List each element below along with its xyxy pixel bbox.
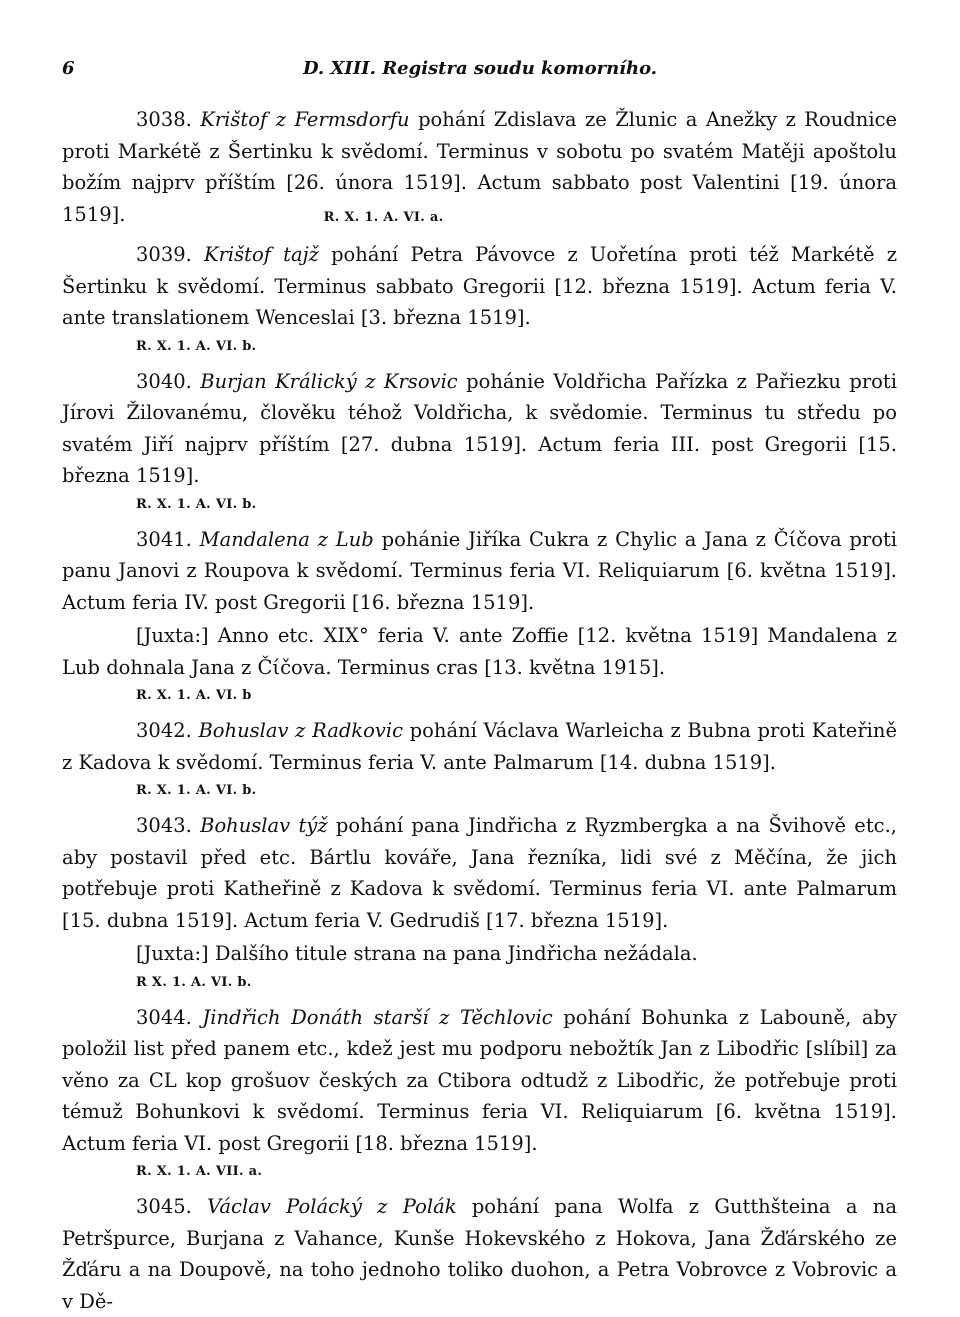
entry-person: Krištof [204,243,271,266]
entry-3038 [62,104,897,233]
entry-place: týž [298,814,328,837]
entry-preposition: z [377,1195,388,1218]
entry-3039 [62,239,897,334]
entry-3041 [62,524,897,619]
entry-place: Fermsdorfu [294,108,410,131]
entry-place: Polák [402,1195,457,1218]
entry-3042 [62,715,897,778]
entry-preposition: z [439,1005,450,1029]
entry-number: 3043. [136,814,192,837]
entry-text: pohání Petra Pávovce z Uořetína proti též Markétě z Šertinku k svědomí. Terminus sabbato Gregorii [12. března 1519]. Actum feria V. ante translationem Wenceslai [3. března 1519]. [62,243,898,329]
entry-3045 [62,1191,897,1317]
entry-place: Krsovic [383,369,458,393]
page-number: 6 [62,58,75,79]
entry-number: 3038. [136,108,192,131]
entry-place: Radkovic [312,719,404,742]
entry-person: Krištof [200,108,268,131]
page-body [62,104,897,1317]
entry-person: Bohuslav [198,719,289,742]
entry-3040 [62,366,897,492]
entry-preposition: z [317,527,328,551]
entry-place: Lub [335,527,374,551]
entry-person: Jindřich Donáth starší [202,1005,429,1029]
page-header [62,58,898,90]
entry-person: Bohuslav [200,814,291,837]
entry-number: 3040. [136,369,192,393]
entry-person: Burjan Králický [200,369,357,393]
entry-number: 3045. [136,1195,192,1218]
archive-reference: R X. 1. A. VI. b. [136,974,252,990]
entry-text: pohánie Jiříka Cukra z Chylic a Jana z Čίčova proti panu Janovi z Roupova k svědomí. Terminus feria VI. Reliquiarum [6. května 1519]. Actum feria IV. post Gregorii [16. března 1519]. [62,527,898,614]
entry-place: Těchlovic [460,1005,553,1029]
entry-preposition: z [275,108,286,131]
archive-reference: R. X. 1. A. VI. b. [136,338,257,354]
archive-reference: R. X. 1. A. VI. b. [136,783,257,798]
archive-reference: R. X. 1. A. VI. b. [136,496,257,512]
archive-reference: R. X. 1. A. VI. b [136,688,252,703]
entry-3043 [62,810,897,936]
entry-number: 3044. [136,1005,192,1029]
archive-reference: R. X. 1. A. VII. a. [136,1164,263,1179]
entry-3044 [62,1002,897,1160]
running-title: D. XIII. Registra soudu komorního. [302,58,658,79]
entry-number: 3041. [136,527,192,551]
archive-reference: R. X. 1. A. VI. a. [323,209,444,225]
entry-preposition: z [365,369,376,393]
entry-place: tajž [283,243,319,266]
entry-text: pohánie Voldřicha Pařízka z Pařiezku proti Jírovi Žilovanému, člověku téhož Voldřicha, k svědomie. Terminus tu středu po svatém Jiří najprv příštím [27. dubna 1519]. Actum feria III. post Gregorii [15. března 1519]. [62,369,897,487]
entry-number: 3039. [136,243,192,266]
entry-text: pohání pana Jindřicha z Ryzmbergka a na Švihově etc., aby postavil před etc. Bártlu kováře, Jana řezníka, lidi své z Měčína, že jich potřebuje proti Katheřině z Kadova k svědomí. Terminus feria VI. ante Palmarum [15. dubna 1519]. Actum feria V. Gedrudiš [17. března 1519]. [62,814,897,932]
entry-text: pohání pana Wolfa z Gutthšteina a na Petršpurce, Burjana z Vahance, Kunše Hokevského z Hokova, Jana Žďárského ze Žďáru a na Doupově, na toho jednoho toliko duohon, a Petra Vobrovce z Vobrovic a v Dě- [62,1195,897,1313]
entry-preposition: z [295,719,306,742]
juxta-note: [Juxta:] Dalšího titule strana na pana Jindřicha nežádala. [136,942,698,965]
entry-text: pohání Zdislava ze Žlunic a Anežky z Roudnice proti Markétě z Šertinku k svědomí. Terminus v sobotu po svatém Matěji apoštolu božím najprv příštím [26. února 1519]. Actum sabbato post Valentini [19. února 1519]. [62,108,898,226]
juxta-note: [Juxta:] Anno etc. XIX° feria V. ante Zoffie [12. května 1519] Mandalena z Lub dohnala Jana z Čίčova. Terminus cras [13. května 1915]. [62,624,897,679]
entry-number: 3042. [136,719,192,742]
entry-person: Václav Polácký [207,1195,362,1218]
entry-text: pohání Václava Warleicha z Bubna proti Kateřině z Kadova k svědomí. Terminus feria V. ante Palmarum [14. dubna 1519]. [62,719,898,774]
entry-text: pohání Bohunka z Labouně, aby položil list před panem etc., kdež jest mu podporu nebožtík Jan z Libodřic [slíbil] za věno za CL kop grošuov českých za Ctibora odtudž z Libodřic, že potřebuje proti témuž Bohunkovi k svědomí. Terminus feria VI. Reliquiarum [6. května 1519]. Actum feria VI. post Gregorii [18. března 1519]. [62,1005,897,1155]
entry-person: Mandalena [199,527,310,551]
